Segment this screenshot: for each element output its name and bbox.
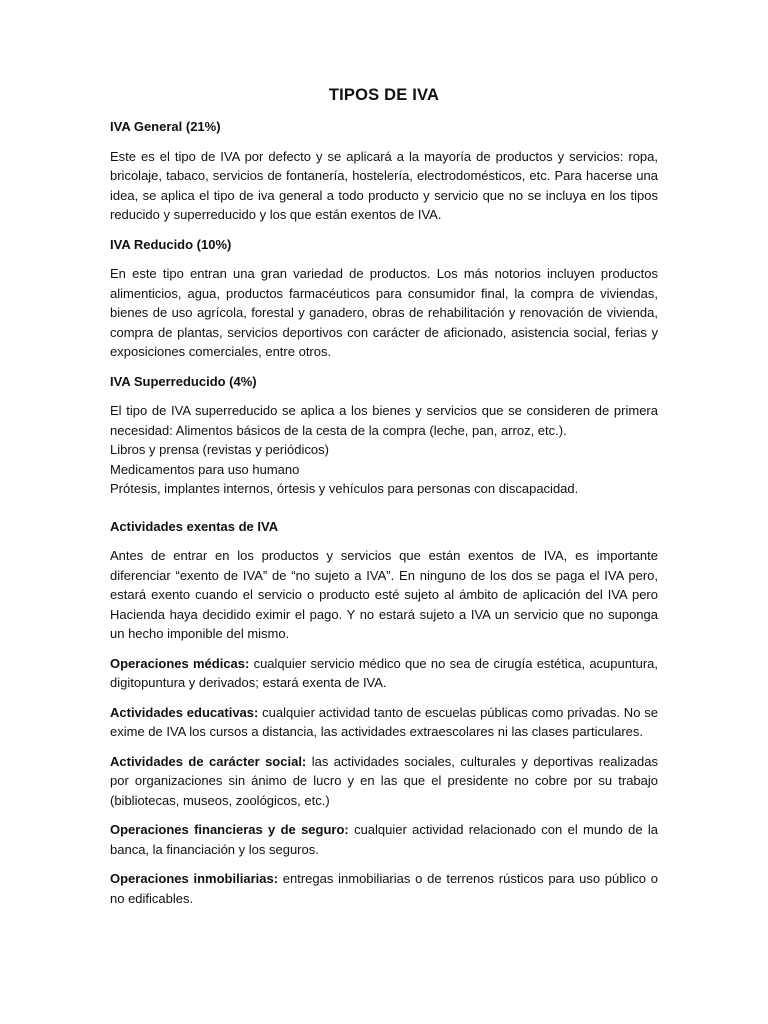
list-item: Prótesis, implantes internos, órtesis y vehículos para personas con discapacidad. — [110, 481, 579, 496]
item-text: las actividades sociales, culturales y deportivas realizadas por organizaciones sin ánimo de lucro y en las que el presidente no cobre por su trabajo (bibliotecas, museos, zoológicos, etc.) — [110, 753, 658, 808]
exempt-item-actividades-sociales — [110, 752, 658, 811]
item-lead: Operaciones médicas: — [110, 655, 250, 671]
exempt-item-operaciones-medicas — [110, 654, 658, 693]
exempt-item-operaciones-inmobiliarias — [110, 869, 658, 908]
exempt-item-actividades-educativas — [110, 703, 658, 742]
section-paragraph: En este tipo entran una gran variedad de productos. Los más notorios incluyen productos alimenticios, agua, productos farmacéuticos para consumidor final, la compra de viviendas, bienes de uso agrícola, forestal y ganadero, obras de rehabilitación y renovación de vivienda, compra de plantas, servicios deportivos con carácter de aficionado, asistencia social, ferias y exposiciones comerciales, entre otros. — [110, 266, 658, 359]
item-lead: Operaciones financieras y de seguro: — [110, 822, 349, 837]
superreducido-list — [110, 440, 658, 499]
list-item: Libros y prensa (revistas y periódicos) — [110, 442, 329, 457]
item-text: entregas inmobiliarias o de terrenos rústicos para uso público o no edificables. — [110, 871, 658, 906]
item-text: cualquier actividad relacionado con el mundo de la banca, la financiación y los seguros. — [110, 822, 658, 857]
item-text: cualquier servicio médico que no sea de cirugía estética, acupuntura, digitopuntura y derivados; estará exenta de IVA. — [110, 655, 658, 690]
section-heading: Actividades exentas de IVA — [110, 518, 279, 534]
page-title: TIPOS DE IVA — [328, 86, 440, 104]
item-lead: Actividades educativas: — [110, 704, 259, 720]
section-paragraph: Este es el tipo de IVA por defecto y se aplicará a la mayoría de productos y servicios: ropa, bricolaje, tabaco, servicios de fontanería, hostelería, electrodomésticos, etc. Para hacerse una idea, se aplica el tipo de iva general a todo producto y servicio que no se incluya en los tipos reducido y superreducido y los que están exentos de IVA. — [110, 148, 658, 222]
exempt-item-operaciones-financieras — [110, 820, 658, 859]
list-item: Medicamentos para uso humano — [110, 461, 300, 477]
section-heading: IVA Superreducido (4%) — [110, 373, 257, 389]
section-iva-general — [110, 117, 658, 225]
section-heading: IVA General (21%) — [110, 119, 221, 134]
section-paragraph: El tipo de IVA superreducido se aplica a los bienes y servicios que se consideren de primera necesidad: Alimentos básicos de la cesta de la compra (leche, pan, arroz, etc.). — [110, 403, 658, 438]
section-actividades-exentas — [110, 517, 658, 909]
item-text: cualquier actividad tanto de escuelas públicas como privadas. No se exime de IVA los cursos a distancia, las actividades extraescolares ni las clases particulares. — [110, 704, 658, 739]
item-lead: Operaciones inmobiliarias: — [110, 871, 279, 886]
section-iva-reducido — [110, 235, 658, 362]
section-paragraph: Antes de entrar en los productos y servicios que están exentos de IVA, es importante diferenciar “exento de IVA” de “no sujeto a IVA”. En ninguno de los dos se paga el IVA pero, estará exento cuando el servicio o producto esté sujeto al ámbito de aplicación del IVA pero Hacienda haya decidido eximir el pago. Y no estará sujeto a IVA un servicio que no suponga un hecho imponible del mismo. — [110, 548, 658, 641]
section-iva-superreducido — [110, 372, 658, 499]
item-lead: Actividades de carácter social: — [110, 753, 307, 769]
section-heading: IVA Reducido (10%) — [110, 236, 232, 252]
